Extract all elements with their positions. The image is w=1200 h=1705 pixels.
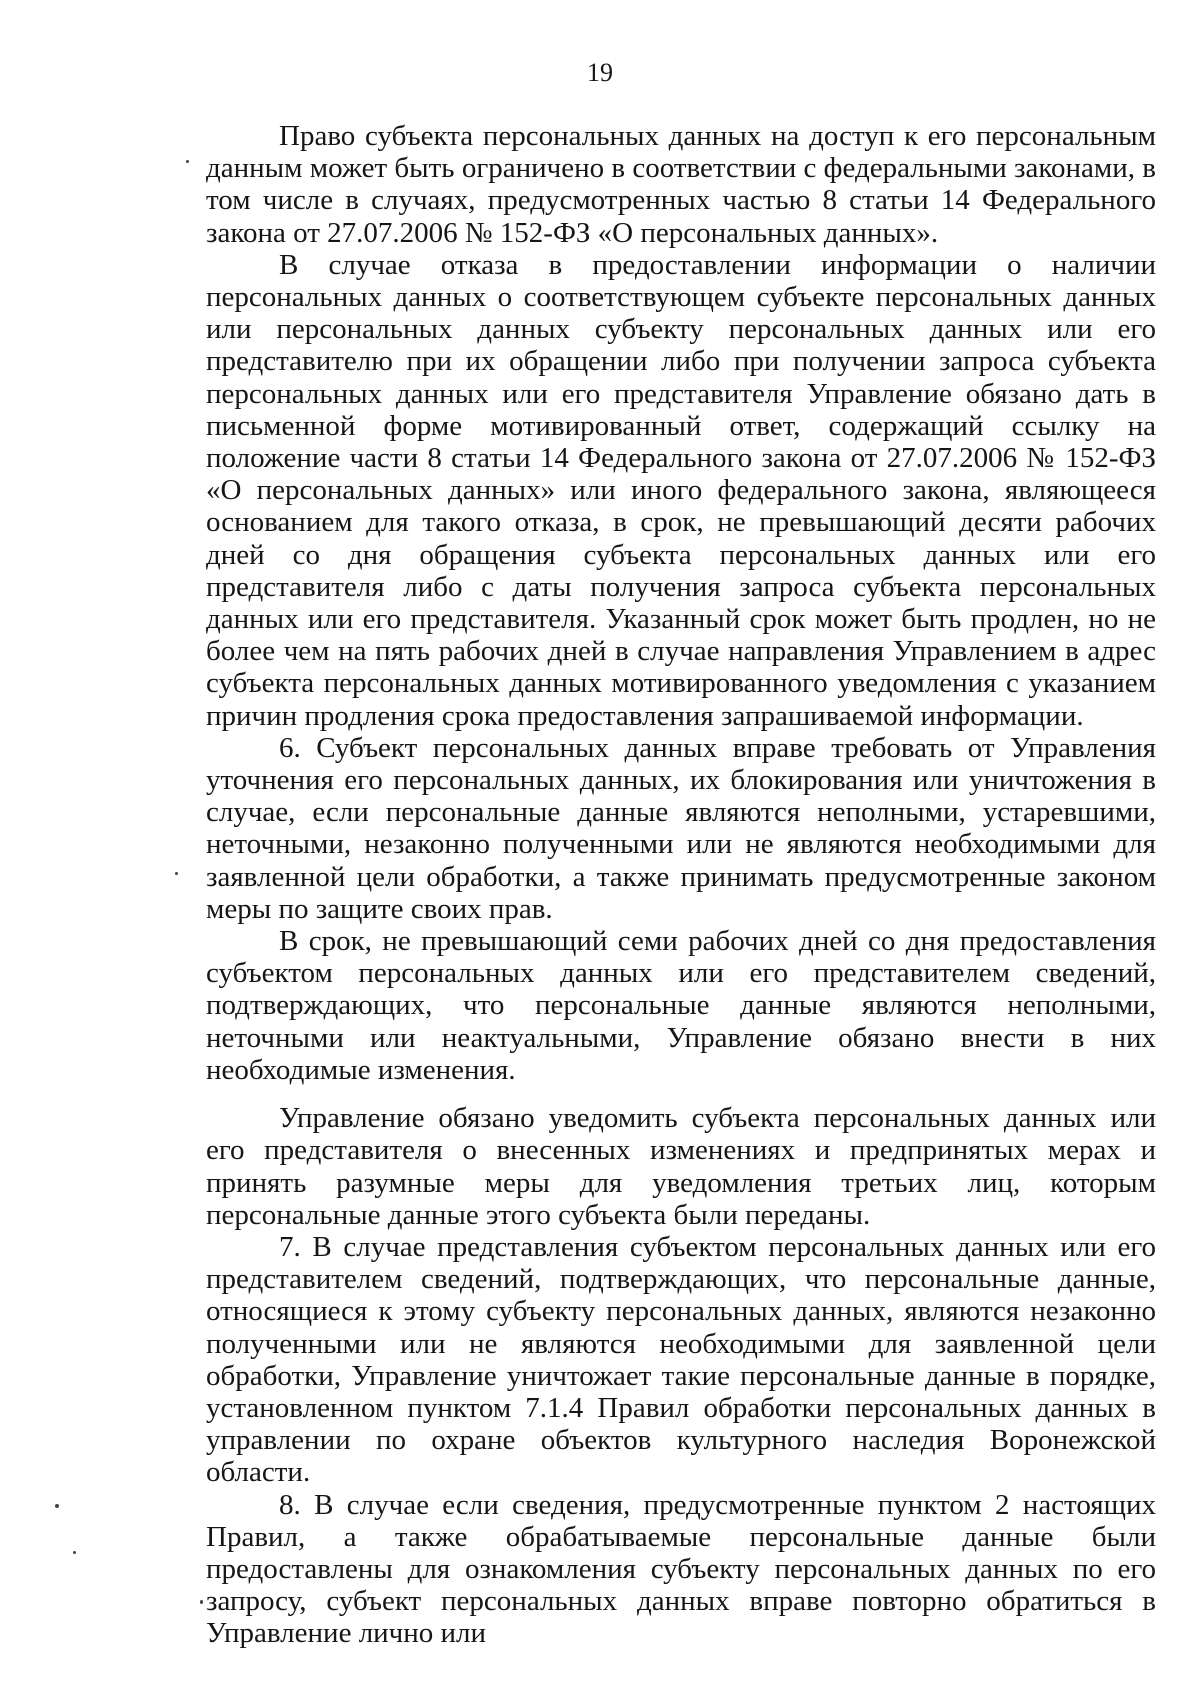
paragraph-item-6: 6. Субъект персональных данных вправе требовать от Управления уточнения его персональных данных, их блокирования или уничтожения в случае, если персональные данные являются неполными, устаревшими, неточными, незаконно полученными или не являются необходимыми для заявленной цели обработки, а также принимать предусмотренные законом меры по защите своих прав. (206, 731, 1156, 925)
scan-speck (186, 160, 189, 163)
scan-speck (200, 1600, 203, 1604)
document-body (206, 120, 1156, 1650)
page-number: 19 (587, 58, 613, 87)
scan-speck (73, 1551, 76, 1554)
paragraph-notify-subject: Управление обязано уведомить субъекта персональных данных или его представителя о внесенных изменениях и предпринятых мерах и принять разумные меры для уведомления третьих лиц, которым персональные данные этого субъекта были переданы. (206, 1102, 1156, 1231)
scan-speck (55, 1504, 59, 1508)
paragraph-item-7: 7. В случае представления субъектом персональных данных или его представителем сведений, подтверждающих, что персональные данные, относящиеся к этому субъекту персональных данных, являются незаконно полученными или не являются необходимыми для заявленной цели обработки, Управление уничтожает такие персональные данные в порядке, установленном пунктом 7.1.4 Правил обработки персональных данных в управлении по охране объектов культурного наследия Воронежской области. (206, 1230, 1156, 1489)
paragraph-refusal-response: В случае отказа в предоставлении информации о наличии персональных данных о соответствующем субъекте персональных данных или персональных данных субъекту персональных данных или его представителю при их обращении либо при получении запроса субъекта персональных данных или его представителя Управление обязано дать в письменной форме мотивированный ответ, содержащий ссылку на положение части 8 статьи 14 Федерального закона от 27.07.2006 № 152-ФЗ «О персональных данных» или иного федерального закона, являющееся основанием для такого отказа, в срок, не превышающий десяти рабочих дней со дня обращения субъекта персональных данных или его представителя либо с даты получения запроса субъекта персональных данных или его представителя. Указанный срок может быть продлен, но не более чем на пять рабочих дней в случае направления Управлением в адрес субъекта персональных данных мотивированного уведомления с указанием причин продления срока предоставления запрашиваемой информации. (206, 248, 1156, 732)
scan-speck (175, 872, 178, 875)
paragraph-item-8: 8. В случае если сведения, предусмотренные пунктом 2 настоящих Правил, а также обрабатываемые персональные данные были предоставлены для ознакомления субъекту персональных данных по его запросу, субъект персональных данных вправе повторно обратиться в Управление лично или (206, 1488, 1156, 1650)
paragraph-access-right-limit: Право субъекта персональных данных на доступ к его персональным данным может быть ограничено в соответствии с федеральными законами, в том числе в случаях, предусмотренных частью 8 статьи 14 Федерального закона от 27.07.2006 № 152-ФЗ «О персональных данных». (206, 120, 1156, 249)
paragraph-seven-day-term: В срок, не превышающий семи рабочих дней со дня предоставления субъектом персональных данных или его представителем сведений, подтверждающих, что персональные данные являются неполными, неточными или неактуальными, Управление обязано внести в них необходимые изменения. (206, 925, 1156, 1086)
